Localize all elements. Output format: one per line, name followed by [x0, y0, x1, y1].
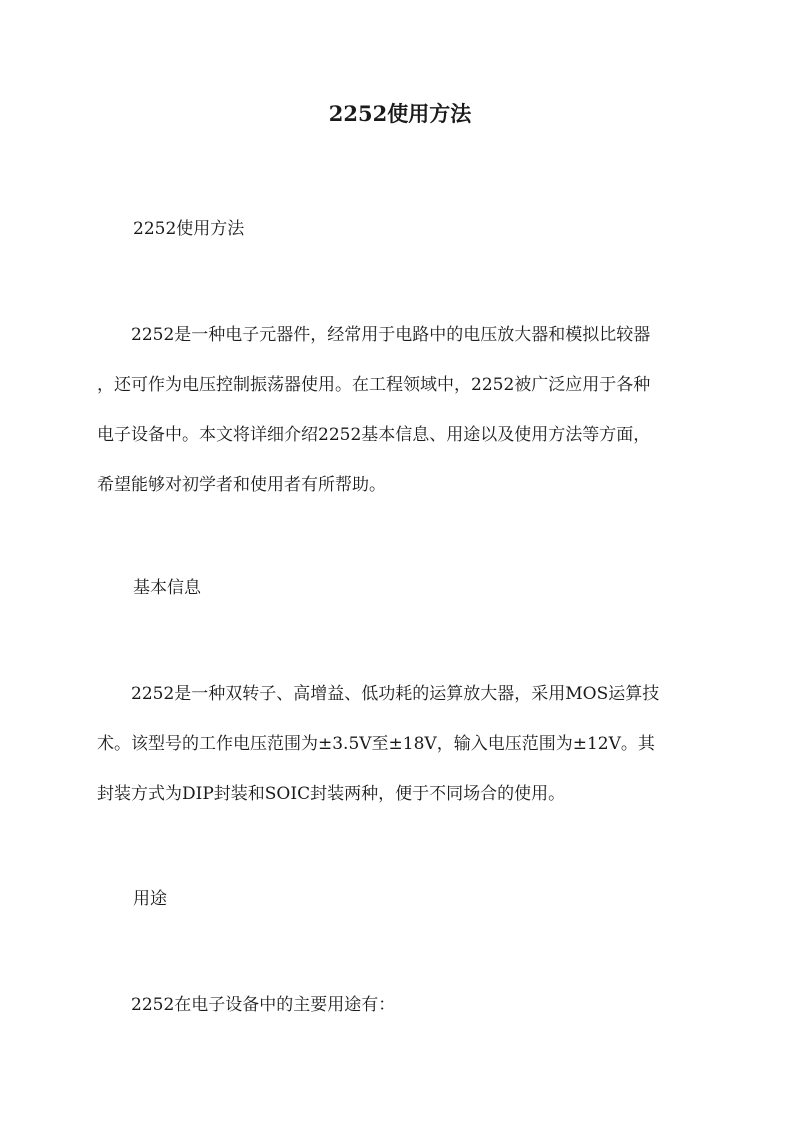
paragraph-line: 2252在电子设备中的主要用途有： [97, 995, 396, 1015]
paragraph-line: 2252是一种电子元器件，经常用于电路中的电压放大器和模拟比较器 [97, 325, 651, 345]
section-heading-usage-method: 2252使用方法 [133, 219, 245, 239]
page-title: 2252使用方法 [328, 101, 472, 126]
paragraph-line: 2252是一种双转子、高增益、低功耗的运算放大器，采用MOS运算技 [97, 684, 660, 704]
paragraph-line: 希望能够对初学者和使用者有所帮助。 [97, 475, 386, 495]
paragraph-line: ，还可作为电压控制振荡器使用。在工程领域中，2252被广泛应用于各种 [97, 375, 651, 395]
paragraph-line: 术。该型号的工作电压范围为±3.5V至±18V，输入电压范围为±12V。其 [97, 734, 655, 754]
section-heading-basic-info: 基本信息 [133, 578, 201, 598]
basic-info-paragraph [97, 680, 703, 830]
section-heading-uses: 用途 [133, 889, 167, 909]
uses-paragraph [97, 991, 703, 1041]
paragraph-line: 封装方式为DIP封装和SOIC封装两种，便于不同场合的使用。 [97, 784, 566, 804]
paragraph-line: 电子设备中。本文将详细介绍2252基本信息、用途以及使用方法等方面， [97, 425, 651, 445]
intro-paragraph [97, 321, 703, 521]
